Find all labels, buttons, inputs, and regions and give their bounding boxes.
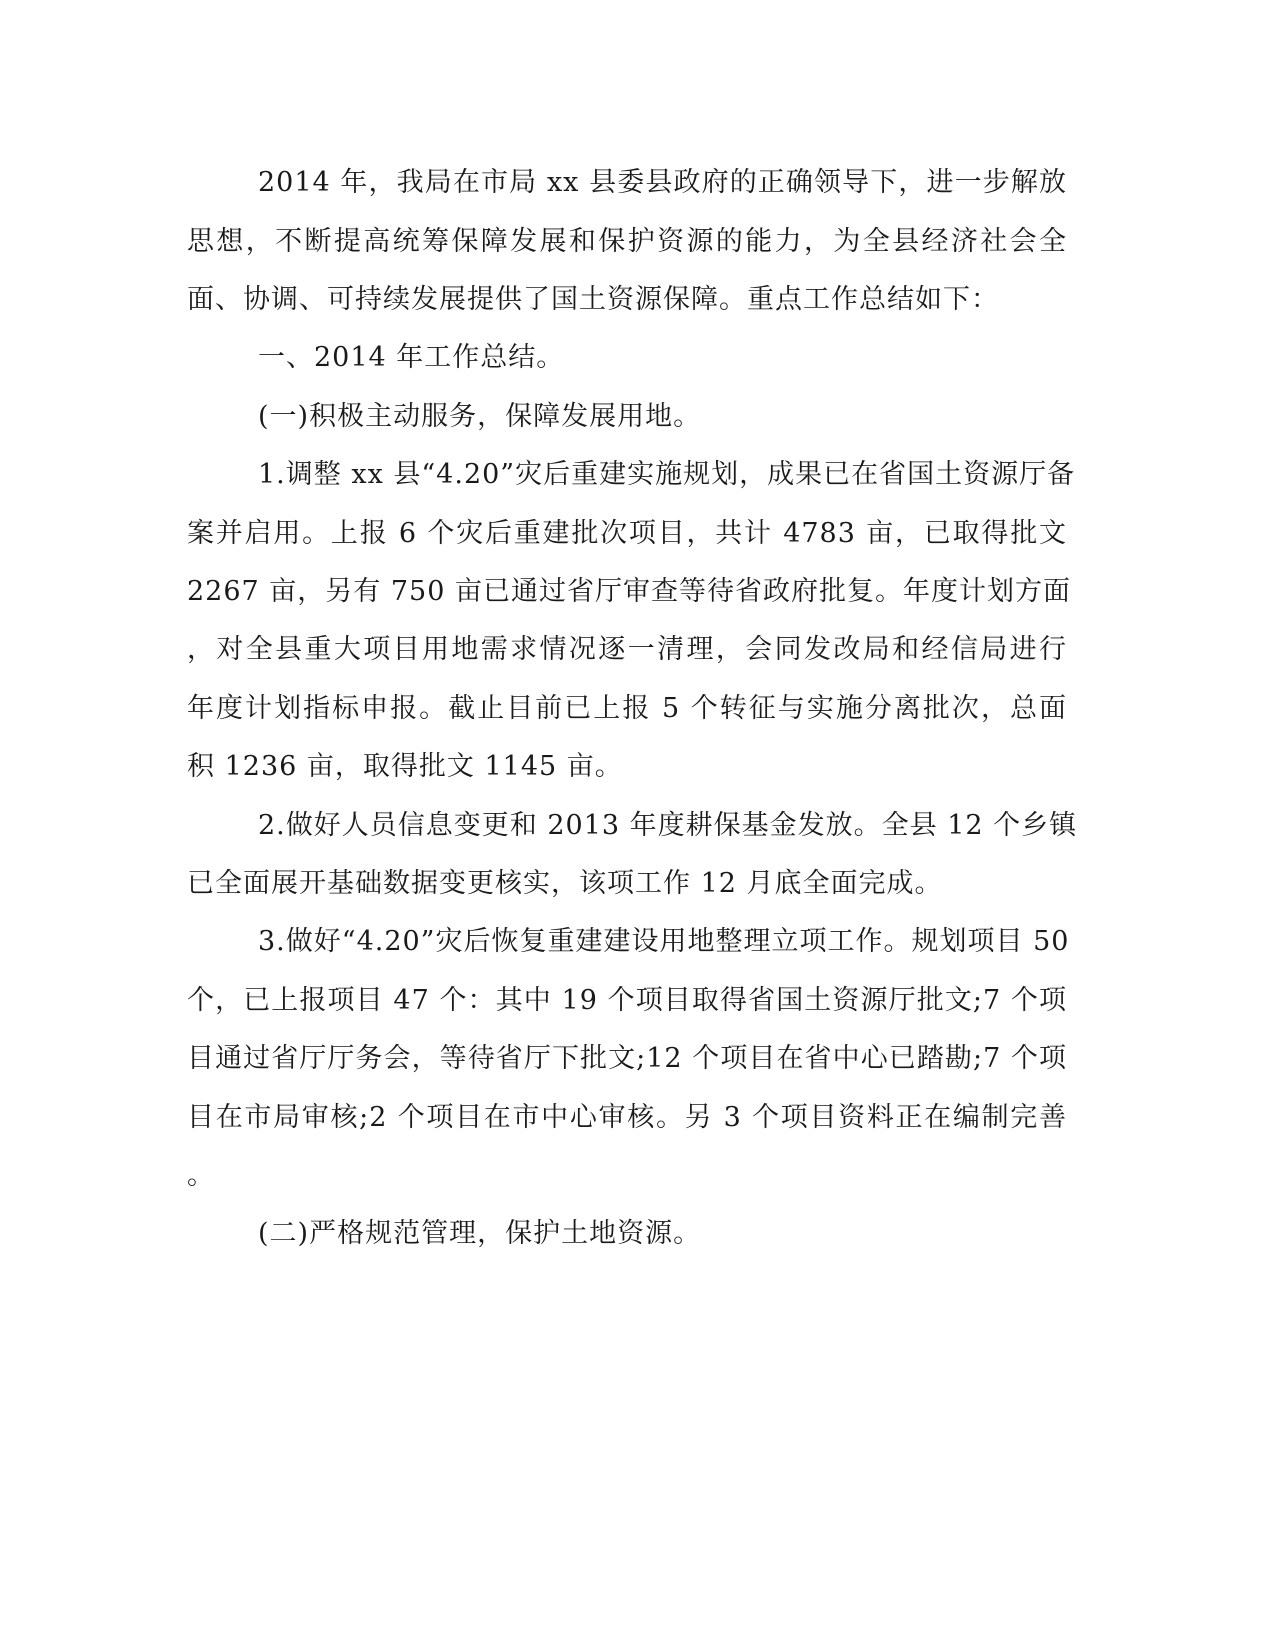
subsection-heading: (二)严格规范管理，保护土地资源。: [258, 1218, 702, 1249]
paragraph-line: 2.做好人员信息变更和 2013 年度耕保基金发放。全县 12 个乡镇: [258, 810, 1078, 841]
paragraph-line: 已全面展开基础数据变更核实，该项工作 12 月底全面完成。: [187, 868, 943, 899]
paragraph-line: 2267 亩，另有 750 亩已通过省厅审查等待省政府批复。年度计划方面: [187, 576, 1071, 607]
paragraph-line: 积 1236 亩，取得批文 1145 亩。: [187, 751, 623, 782]
paragraph-line: 1.调整 xx 县“4.20”灾后重建实施规划，成果已在省国土资源厅备: [258, 459, 1076, 490]
section-heading: 一、2014 年工作总结。: [258, 342, 565, 373]
paragraph-line: 目在市局审核;2 个项目在市中心审核。另 3 个项目资料正在编制完善: [187, 1102, 1067, 1133]
paragraph-line: 个，已上报项目 47 个：其中 19 个项目取得省国土资源厅批文;7 个项: [187, 985, 1067, 1016]
paragraph-line: ，对全县重大项目用地需求情况逐一清理，会同发改局和经信局进行: [187, 634, 1067, 665]
subsection-heading: (一)积极主动服务，保障发展用地。: [258, 401, 702, 432]
paragraph-line: 。: [187, 1160, 215, 1191]
paragraph-line: 面、协调、可持续发展提供了国土资源保障。重点工作总结如下：: [187, 284, 999, 315]
paragraph-line: 年度计划指标申报。截止目前已上报 5 个转征与实施分离批次，总面: [187, 693, 1067, 724]
paragraph-line: 案并启用。上报 6 个灾后重建批次项目，共计 4783 亩，已取得批文: [187, 518, 1067, 549]
paragraph-line: 3.做好“4.20”灾后恢复重建建设用地整理立项工作。规划项目 50: [258, 926, 1070, 957]
paragraph-line: 2014 年，我局在市局 xx 县委县政府的正确领导下，进一步解放: [258, 167, 1067, 198]
paragraph-line: 思想，不断提高统筹保障发展和保护资源的能力，为全县经济社会全: [187, 226, 1067, 257]
paragraph-line: 目通过省厅厅务会，等待省厅下批文;12 个项目在省中心已踏勘;7 个项: [187, 1043, 1067, 1074]
